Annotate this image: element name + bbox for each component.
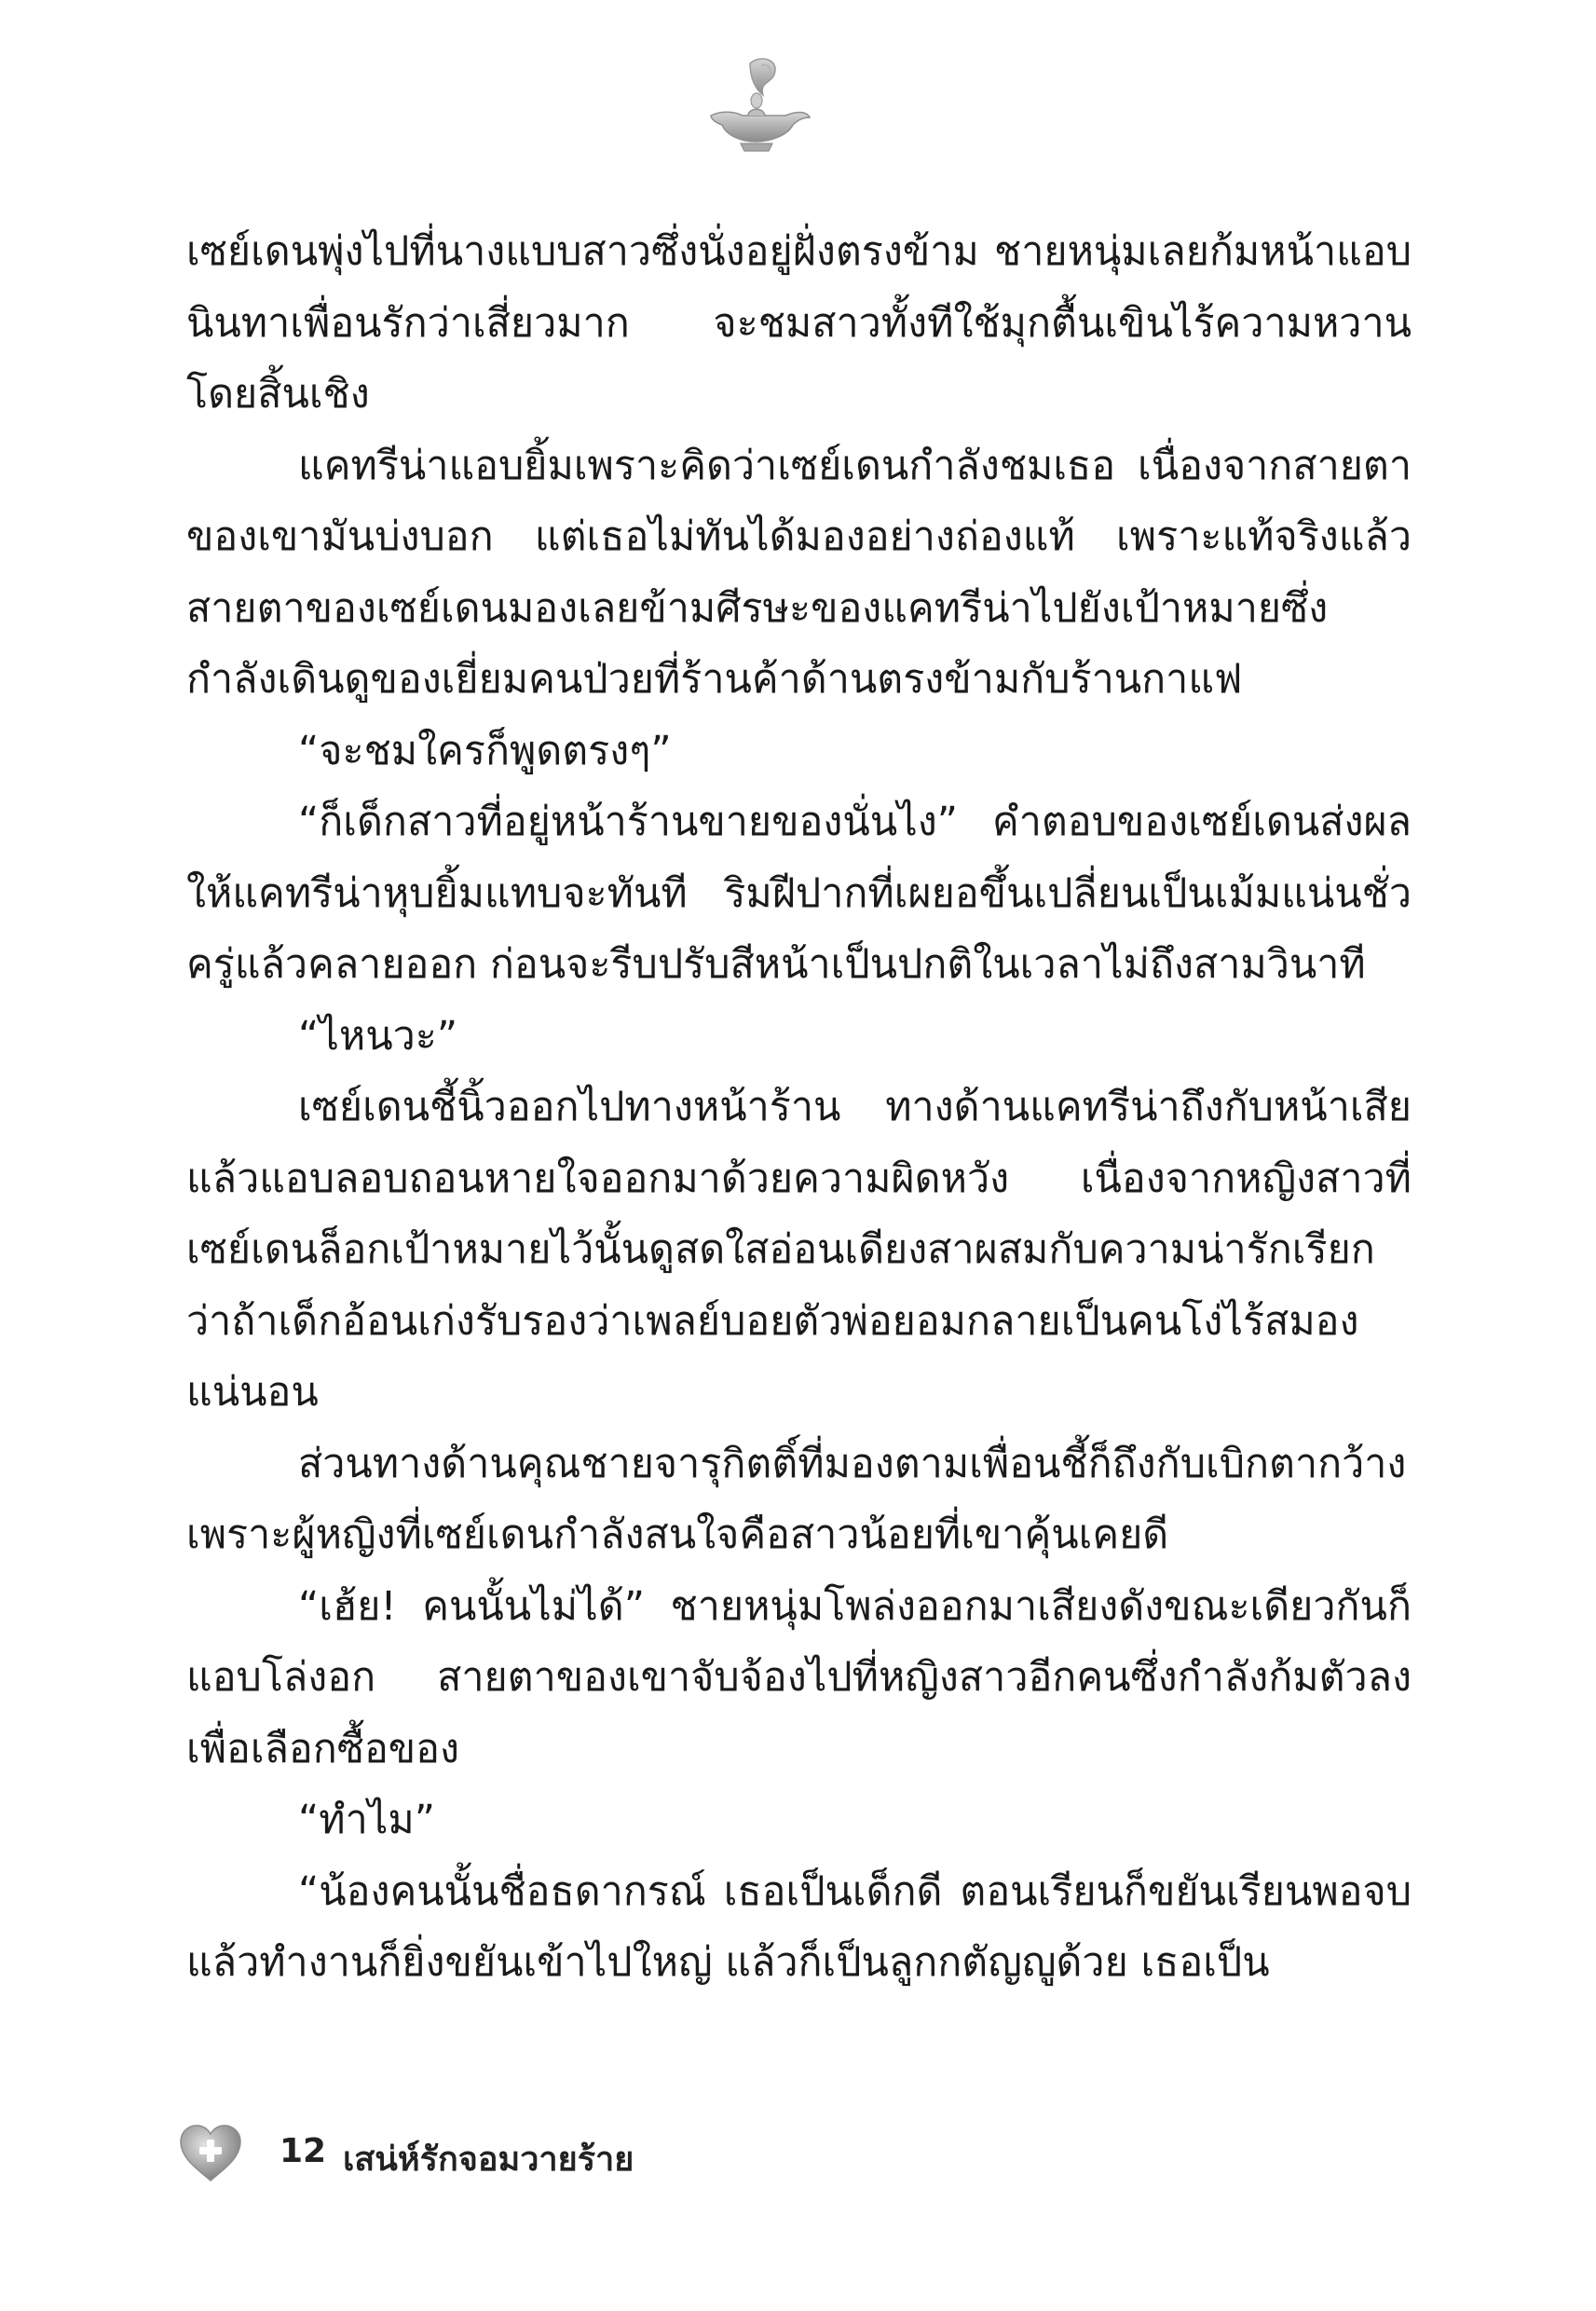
page-number: 12	[280, 2132, 327, 2170]
paragraph: “จะชมใครก็พูดตรงๆ”	[298, 727, 672, 774]
paragraph: “เฮ้ย! คนนั้นไม่ได้” ชายหนุ่มโพล่งออกมาเสียงดังขณะเดียวกันก็แอบโล่งอก สายตาของเขาจับจ้องไปที่หญิงสาวอีกคนซึ่งกำลังก้มตัวลงเพื่อเลือกซื้อของ	[186, 1582, 1412, 1772]
paragraph: เซย์เดนชี้นิ้วออกไปทางหน้าร้าน ทางด้านแคทรีน่าถึงกับหน้าเสียแล้วแอบลอบถอนหายใจออกมาด้วยความผิดหวัง เนื่องจากหญิงสาวที่เซย์เดนล็อกเป้าหมายไว้นั้นดูสดใสอ่อนเดียงสาผสมกับความน่ารักเรียกว่าถ้าเด็กอ้อนเก่งรับรองว่าเพลย์บอยตัวพ่อยอมกลายเป็นคนโง่ไร้สมองแน่นอน	[186, 1084, 1412, 1415]
paragraph: “ก็เด็กสาวที่อยู่หน้าร้านขายของนั่นไง” คำตอบของเซย์เดนส่งผลให้แคทรีน่าหุบยิ้มแทบจะทันที ริมฝีปากที่เผยอขึ้นเปลี่ยนเป็นเม้มแน่นชั่วครู่แล้วคลายออก ก่อนจะรีบปรับสีหน้าเป็นปกติในเวลาไม่ถึงสามวินาที	[186, 799, 1412, 988]
book-title: เสน่ห์รักจอมวายร้าย	[343, 2140, 634, 2179]
body-text	[186, 216, 1412, 1999]
paragraph: “ทำไม”	[298, 1797, 436, 1843]
paragraph: เซย์เดนพุ่งไปที่นางแบบสาวซึ่งนั่งอยู่ฝั่งตรงข้าม ชายหนุ่มเลยก้มหน้าแอบนินทาเพื่อนรักว่าเสี่ยวมาก จะชมสาวทั้งทีใช้มุกตื้นเขินไร้ความหวานโดยสิ้นเชิง	[186, 228, 1412, 417]
paragraph: “น้องคนนั้นชื่อธดากรณ์ เธอเป็นเด็กดี ตอนเรียนก็ขยันเรียนพอจบแล้วทำงานก็ยิ่งขยันเข้าไปใหญ่ แล้วก็เป็นลูกกตัญญูด้วย เธอเป็น	[186, 1867, 1412, 1986]
paragraph: ส่วนทางด้านคุณชายจารุกิตติ์ที่มองตามเพื่อนชี้ก็ถึงกับเบิกตากว้าง เพราะผู้หญิงที่เซย์เดนกำลังสนใจคือสาวน้อยที่เขาคุ้นเคยดี	[186, 1440, 1407, 1558]
paragraph: แคทรีน่าแอบยิ้มเพราะคิดว่าเซย์เดนกำลังชมเธอ เนื่องจากสายตาของเขามันบ่งบอก แต่เธอไม่ทันได้มองอย่างถ่องแท้ เพราะแท้จริงแล้วสายตาของเซย์เดนมองเลยข้ามศีรษะของแคทรีน่าไปยังเป้าหมายซึ่งกำลังเดินดูของเยี่ยมคนป่วยที่ร้านค้าด้านตรงข้ามกับร้านกาแฟ	[186, 442, 1412, 703]
lamp-genie-icon	[694, 54, 815, 157]
page-footer	[177, 2123, 1016, 2207]
heart-plus-icon	[177, 2123, 244, 2184]
paragraph: “ไหนวะ”	[298, 1012, 458, 1060]
